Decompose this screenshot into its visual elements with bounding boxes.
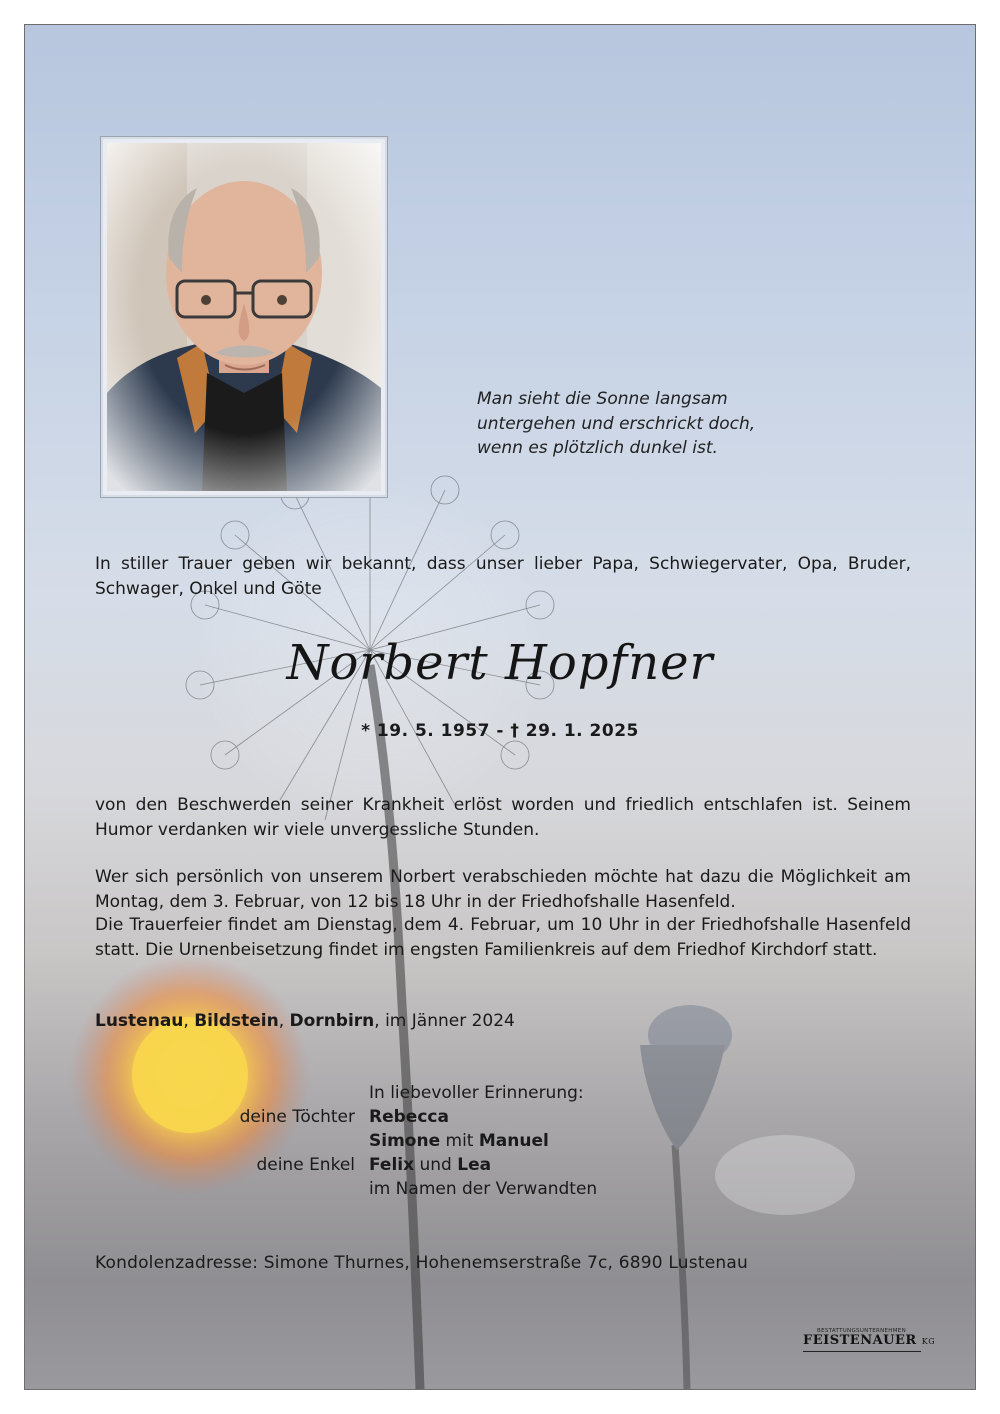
connector-und: und: [414, 1155, 458, 1175]
partner-name: Manuel: [478, 1131, 549, 1151]
date-suffix: , im Jänner 2024: [374, 1011, 515, 1031]
quote-line: wenn es plötzlich dunkel ist.: [477, 438, 718, 458]
daughters-label: deine Töchter: [239, 1107, 355, 1127]
paragraph-ceremony: Die Trauerfeier findet am Dienstag, dem 4. Februar, um 10 Uhr in der Friedhofshalle Hasenfeld statt. Die Urnenbeisetzung findet im engsten Familienkreis auf dem Friedhof Kirchdorf statt.: [95, 915, 911, 960]
funeral-home-logo: [803, 1326, 936, 1354]
place-and-date: [95, 1011, 515, 1031]
town-name: Dornbirn: [289, 1011, 375, 1031]
town-name: Lustenau: [95, 1011, 184, 1031]
relatives-line: im Namen der Verwandten: [369, 1179, 598, 1199]
deceased-name: Norbert Hopfner: [286, 635, 714, 691]
daughter-1: Rebecca: [369, 1107, 449, 1127]
paragraph-passing: von den Beschwerden seiner Krankheit erlöst worden und friedlich entschlafen ist. Seinem Humor verdanken wir viele unvergessliche Stunden.: [95, 795, 911, 840]
paragraph-viewing: Wer sich persönlich von unserem Norbert verabschieden möchte hat dazu die Möglichkeit am Montag, dem 3. Februar, von 12 bis 18 Uhr in der Friedhofshalle Hasenfeld.: [95, 867, 911, 912]
logo-name: [803, 1333, 935, 1348]
memorial-quote: [477, 387, 837, 461]
quote-line: untergehen und erschrickt doch,: [477, 413, 756, 434]
signature-heading: In liebevoller Erinnerung:: [369, 1083, 584, 1103]
announcement-intro: In stiller Trauer geben wir bekannt, dass unser lieber Papa, Schwiegervater, Opa, Bruder, Schwager, Onkel und Göte: [95, 554, 911, 599]
daughter-with-partner: [369, 1131, 549, 1151]
grandchild-1: Felix: [369, 1155, 415, 1175]
separator: ,: [183, 1011, 195, 1031]
logo-tagline: BESTATTUNGSUNTERNEHMEN: [817, 1328, 906, 1334]
daughter-2: Simone: [369, 1131, 441, 1151]
portrait-frame: [101, 137, 387, 497]
obituary-page: [24, 24, 976, 1390]
connector-mit: mit: [440, 1131, 479, 1151]
logo-underline: [803, 1351, 921, 1352]
closed-dandelion: [640, 1005, 732, 1389]
life-dates: * 19. 5. 1957 - † 29. 1. 2025: [361, 721, 639, 741]
portrait-photo: [107, 143, 381, 491]
town-name: Bildstein: [194, 1011, 279, 1031]
quote-line: Man sieht die Sonne langsam: [477, 389, 728, 409]
grandchild-2: Lea: [457, 1155, 492, 1175]
logo-kg: KG: [921, 1337, 936, 1346]
grandchildren-names: [369, 1155, 491, 1175]
separator: ,: [278, 1011, 290, 1031]
daughter-name: [369, 1107, 449, 1127]
condolence-address: Kondolenzadresse: Simone Thurnes, Hohenemserstraße 7c, 6890 Lustenau: [95, 1253, 748, 1273]
logo-wordmark: FEISTENAUER: [803, 1333, 917, 1348]
grandchildren-label: deine Enkel: [256, 1155, 355, 1175]
